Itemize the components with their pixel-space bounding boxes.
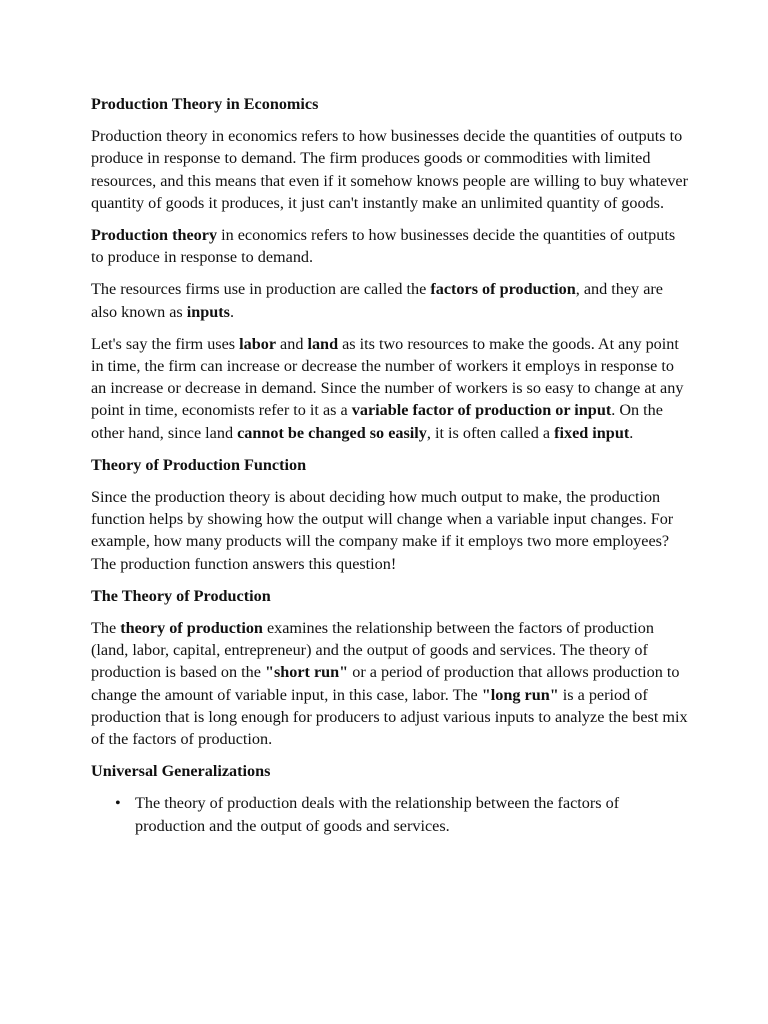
list-item [115, 792, 691, 836]
section-heading-universal-generalizations: Universal Generalizations [91, 762, 271, 781]
paragraph-labor-land [91, 333, 691, 444]
paragraph-text: . [229, 302, 235, 321]
paragraph-text: , it is often called a [426, 423, 555, 442]
paragraph-text: in economics refers to how businesses decide the quantities of outputs to produce in response to demand. [91, 226, 676, 267]
bold-term: fixed input [554, 423, 630, 442]
list-item-text: The theory of production deals with the relationship between the factors of production and the output of goods and services. [135, 794, 620, 835]
paragraph-text: as its two resources to make the goods. At any point in time, the firm can increase or decrease the number of workers it employs in response to an increase or decrease in demand. Since the number of workers is so easy to change at any point in time, economists refer to it as a [91, 334, 684, 420]
paragraph-intro: Production theory in economics refers to how businesses decide the quantities of outputs to produce in response to demand. The firm produces goods or commodities with limited resources, and this means that even if it somehow knows people are willing to buy whatever quantity of goods it produces, it just can't instantly make an unlimited quantity of goods. [91, 127, 688, 212]
paragraph-text: . On the other hand, since land [91, 401, 663, 442]
document-title: Production Theory in Economics [91, 95, 319, 113]
paragraph-text: , and they are also known as [91, 280, 663, 321]
bold-term: variable factor of production or input [351, 401, 612, 420]
bullet-list [91, 792, 691, 836]
bullet-icon: • [115, 794, 121, 813]
paragraph-text: is a period of production that is long enough for producers to adjust various inputs to analyze the best mix of the factors of production. [91, 685, 688, 749]
paragraph-text: The [91, 619, 121, 638]
paragraph-production-function: Since the production theory is about deciding how much output to make, the production function helps by showing how the output will change when a variable input changes. For example, how many products will the company make if it employs two more employees? The production function answers this question! [91, 488, 674, 573]
paragraph-theory-of-production [91, 617, 691, 750]
paragraph-text: examines the relationship between the factors of production (land, labor, capital, entrepreneur) and the output of goods and services. The theory of production is based on the [91, 619, 654, 682]
bold-term: Production theory [91, 226, 218, 245]
paragraph-text: . [629, 423, 634, 442]
section-heading-production-function: Theory of Production Function [91, 455, 307, 474]
bold-term: theory of production [120, 619, 263, 638]
bold-term: labor [239, 334, 276, 353]
bold-term: inputs [186, 302, 230, 321]
paragraph-factors [91, 278, 691, 322]
paragraph-text: and [276, 334, 308, 353]
paragraph-text: or a period of production that allows production to change the amount of variable input, in this case, labor. The [91, 663, 680, 704]
bold-term: "short run" [264, 663, 349, 682]
bold-term: "long run" [481, 685, 559, 704]
paragraph-definition [91, 224, 691, 268]
bold-term: cannot be changed so easily [237, 423, 427, 442]
paragraph-text: Let's say the firm uses [91, 334, 240, 353]
bold-term: land [307, 334, 339, 353]
bold-term: factors of production [430, 280, 576, 299]
paragraph-text: The resources firms use in production are called the [91, 280, 431, 299]
document-page [91, 93, 691, 837]
section-heading-theory-of-production: The Theory of Production [91, 586, 271, 605]
